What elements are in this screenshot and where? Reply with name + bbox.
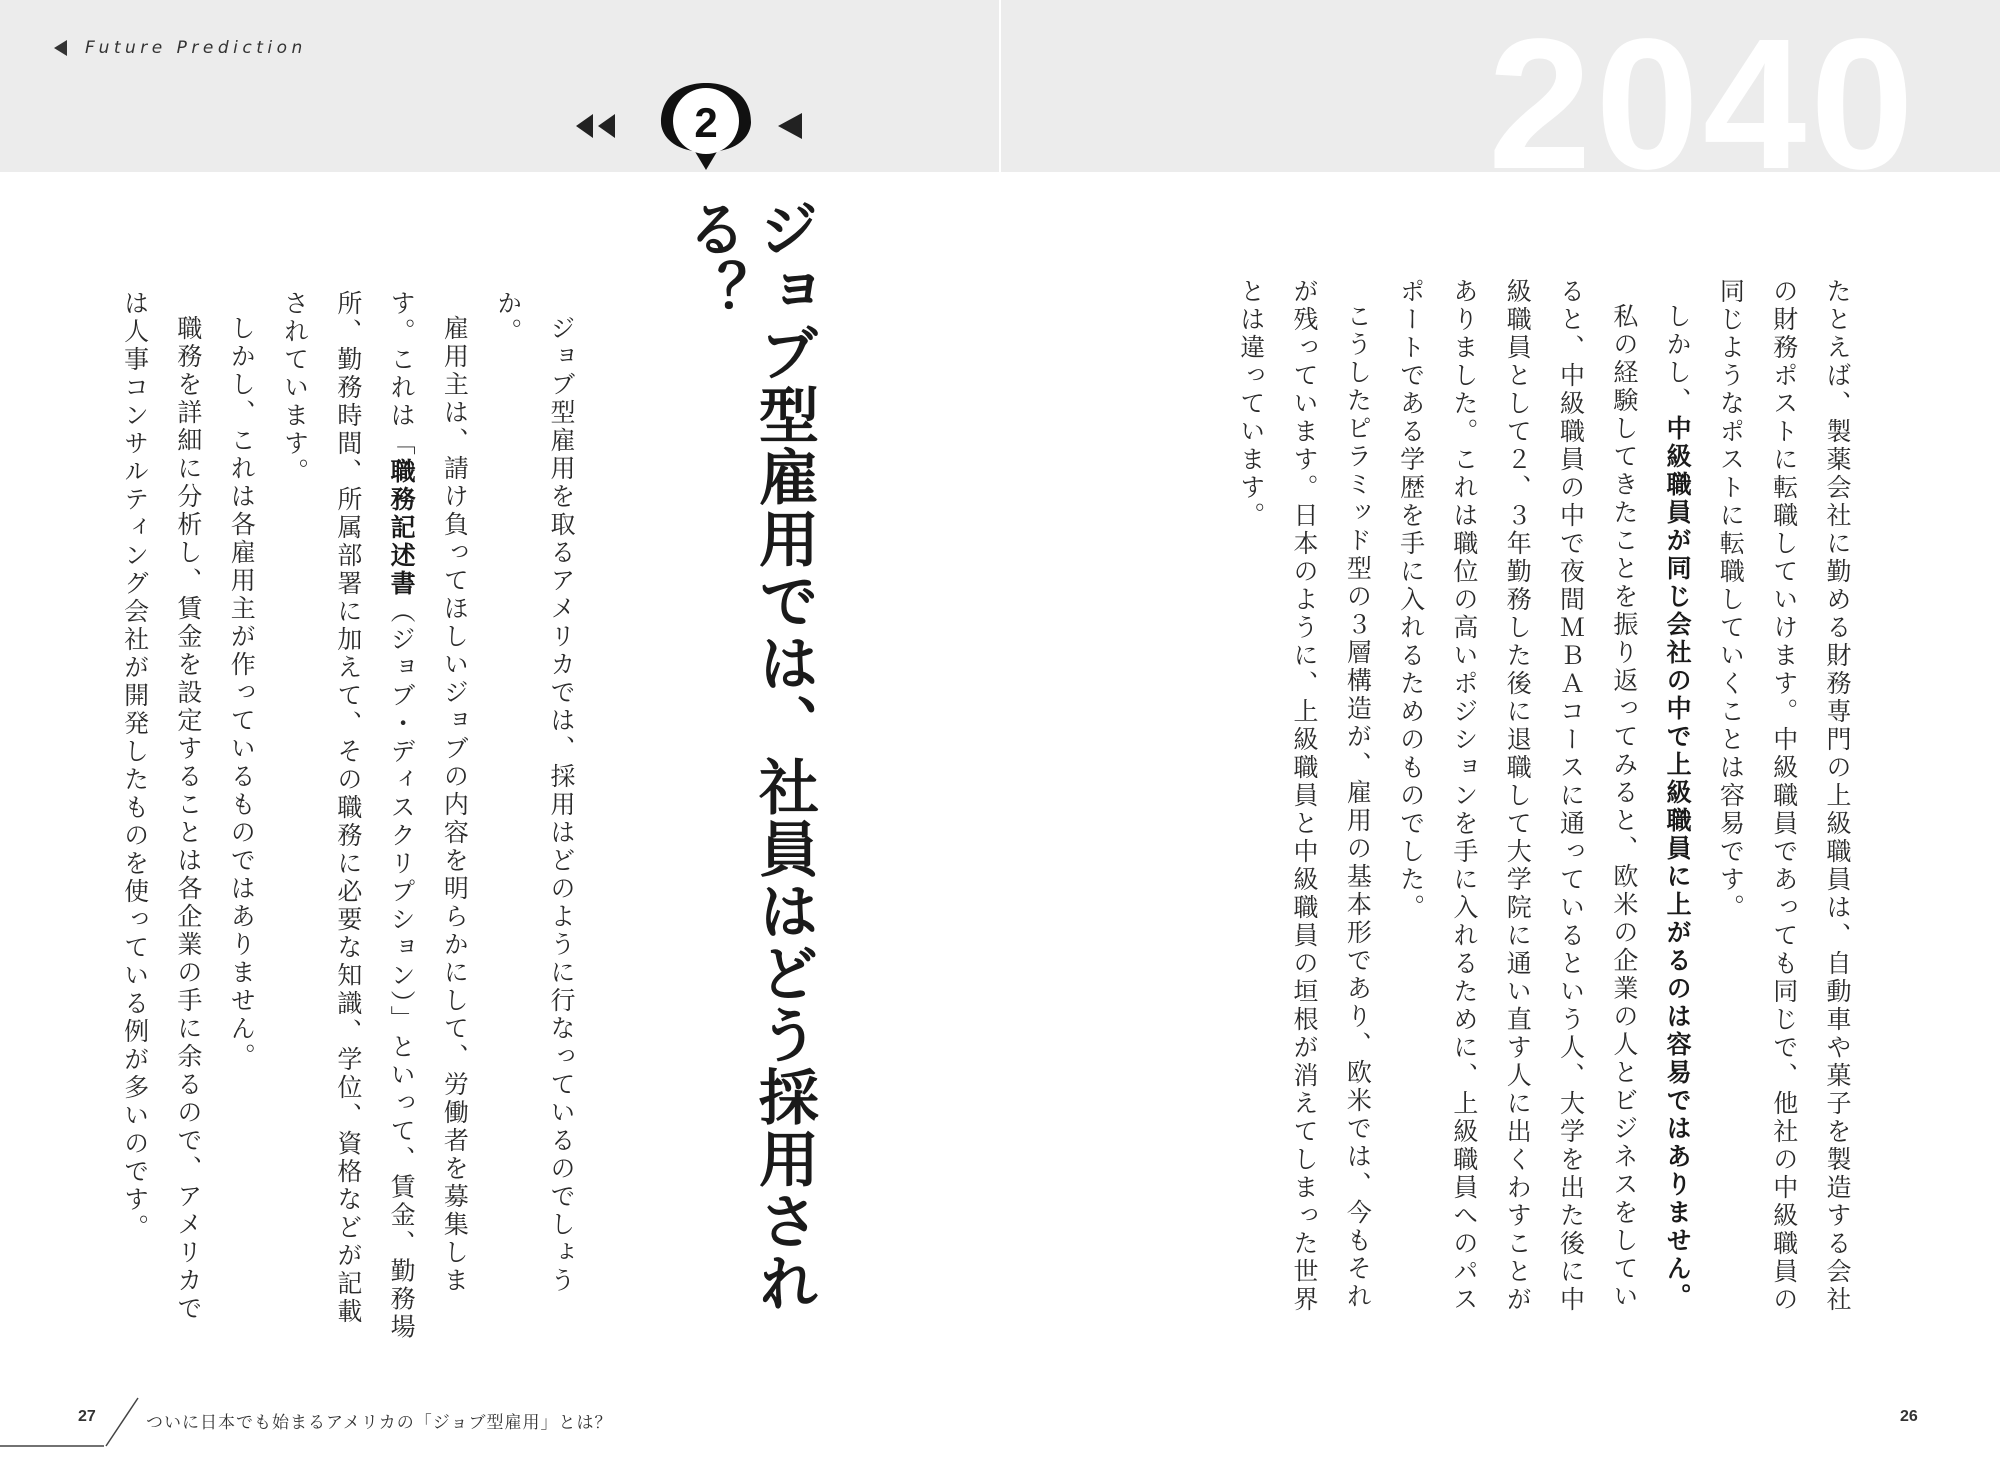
- right-page-body: [1236, 278, 1864, 1338]
- page-spine: [999, 0, 1001, 172]
- chapter-title: ジョブ型雇用では、社員はどう採用される？: [677, 198, 819, 1314]
- text-run: 雇用主は、請け負ってほしいジョブの内容を明らかにして、労働者を募集します。これは「: [387, 290, 470, 1295]
- paragraph: [108, 290, 215, 1350]
- arrow-left-icon: [778, 113, 802, 139]
- header-label: [54, 36, 307, 60]
- double-arrow-left-icon: [576, 114, 593, 138]
- text-run: 職務を詳細に分析し、賃金を設定することは各企業の手に余るので、アメリカでは人事コンサルティング会社が開発したものを使っている例が多いのです。: [120, 290, 203, 1323]
- page-number-left: 27: [78, 1408, 96, 1425]
- paragraph: [1704, 278, 1864, 1338]
- text-run: ジョブ型雇用を取るアメリカでは、採用はどのように行なっているのでしょうか。: [493, 290, 576, 1295]
- paragraph: [481, 290, 588, 1350]
- paragraph: [215, 290, 268, 1350]
- page-number-right: 26: [1900, 1408, 1918, 1425]
- emphasis-sentence: 中級職員が同じ会社の中で上級職員に上がるのは容易ではありません。: [1663, 415, 1693, 1311]
- text-run: こうしたピラミッド型の３層構造が、雇用の基本形であり、欧米では、今もそれが残っています。日本のように、上級職員と中級職員の垣根が消えてしまった世界とは違っています。: [1236, 278, 1373, 1314]
- running-title: ついに日本でも始まるアメリカの「ジョブ型雇用」とは？: [146, 1413, 613, 1433]
- text-run: たとえば、製薬会社に勤める財務専門の上級職員は、自動車や菓子を製造する会社の財務ポストに転職していけます。中級職員であっても同じで、他社の中級職員の同じようなポストに転職していくことは容易です。: [1716, 278, 1852, 1314]
- paragraph: [1651, 278, 1704, 1338]
- year-display: 2040: [1488, 12, 1918, 172]
- paragraph: [1384, 278, 1650, 1338]
- chapter-number: 2: [694, 99, 718, 146]
- chapter-marker: [576, 82, 816, 192]
- text-run: （ジョブ・ディスクリプション）」といって、賃金、勤務場所、勤務時間、所属部署に加えて、その職務に必要な知識、学位、資格などが記載されています。: [280, 290, 417, 1342]
- emphasis-term: 職務記述書: [387, 458, 417, 598]
- triangle-left-icon: [54, 40, 67, 56]
- text-run: しかし、これは各雇用主が作っているものではありません。: [227, 315, 257, 1071]
- series-label: Future Prediction: [85, 38, 307, 58]
- paragraph: [268, 290, 481, 1350]
- paragraph: [1224, 278, 1384, 1338]
- left-page-body: [120, 290, 588, 1350]
- text-run: しかし、: [1663, 303, 1693, 415]
- text-run: 私の経験してきたことを振り返ってみると、欧米の企業の人とビジネスをしていると、中級職員の中で夜間ＭＢＡコースに通っているという人、大学を出た後に中級職員として２、３年勤務した後に退職して大学院に通い直す人に出くわすことがありました。これは職位の高いポジションを手に入れるために、上級職員へのパスポートである学歴を手に入れるためのものでした。: [1396, 278, 1639, 1314]
